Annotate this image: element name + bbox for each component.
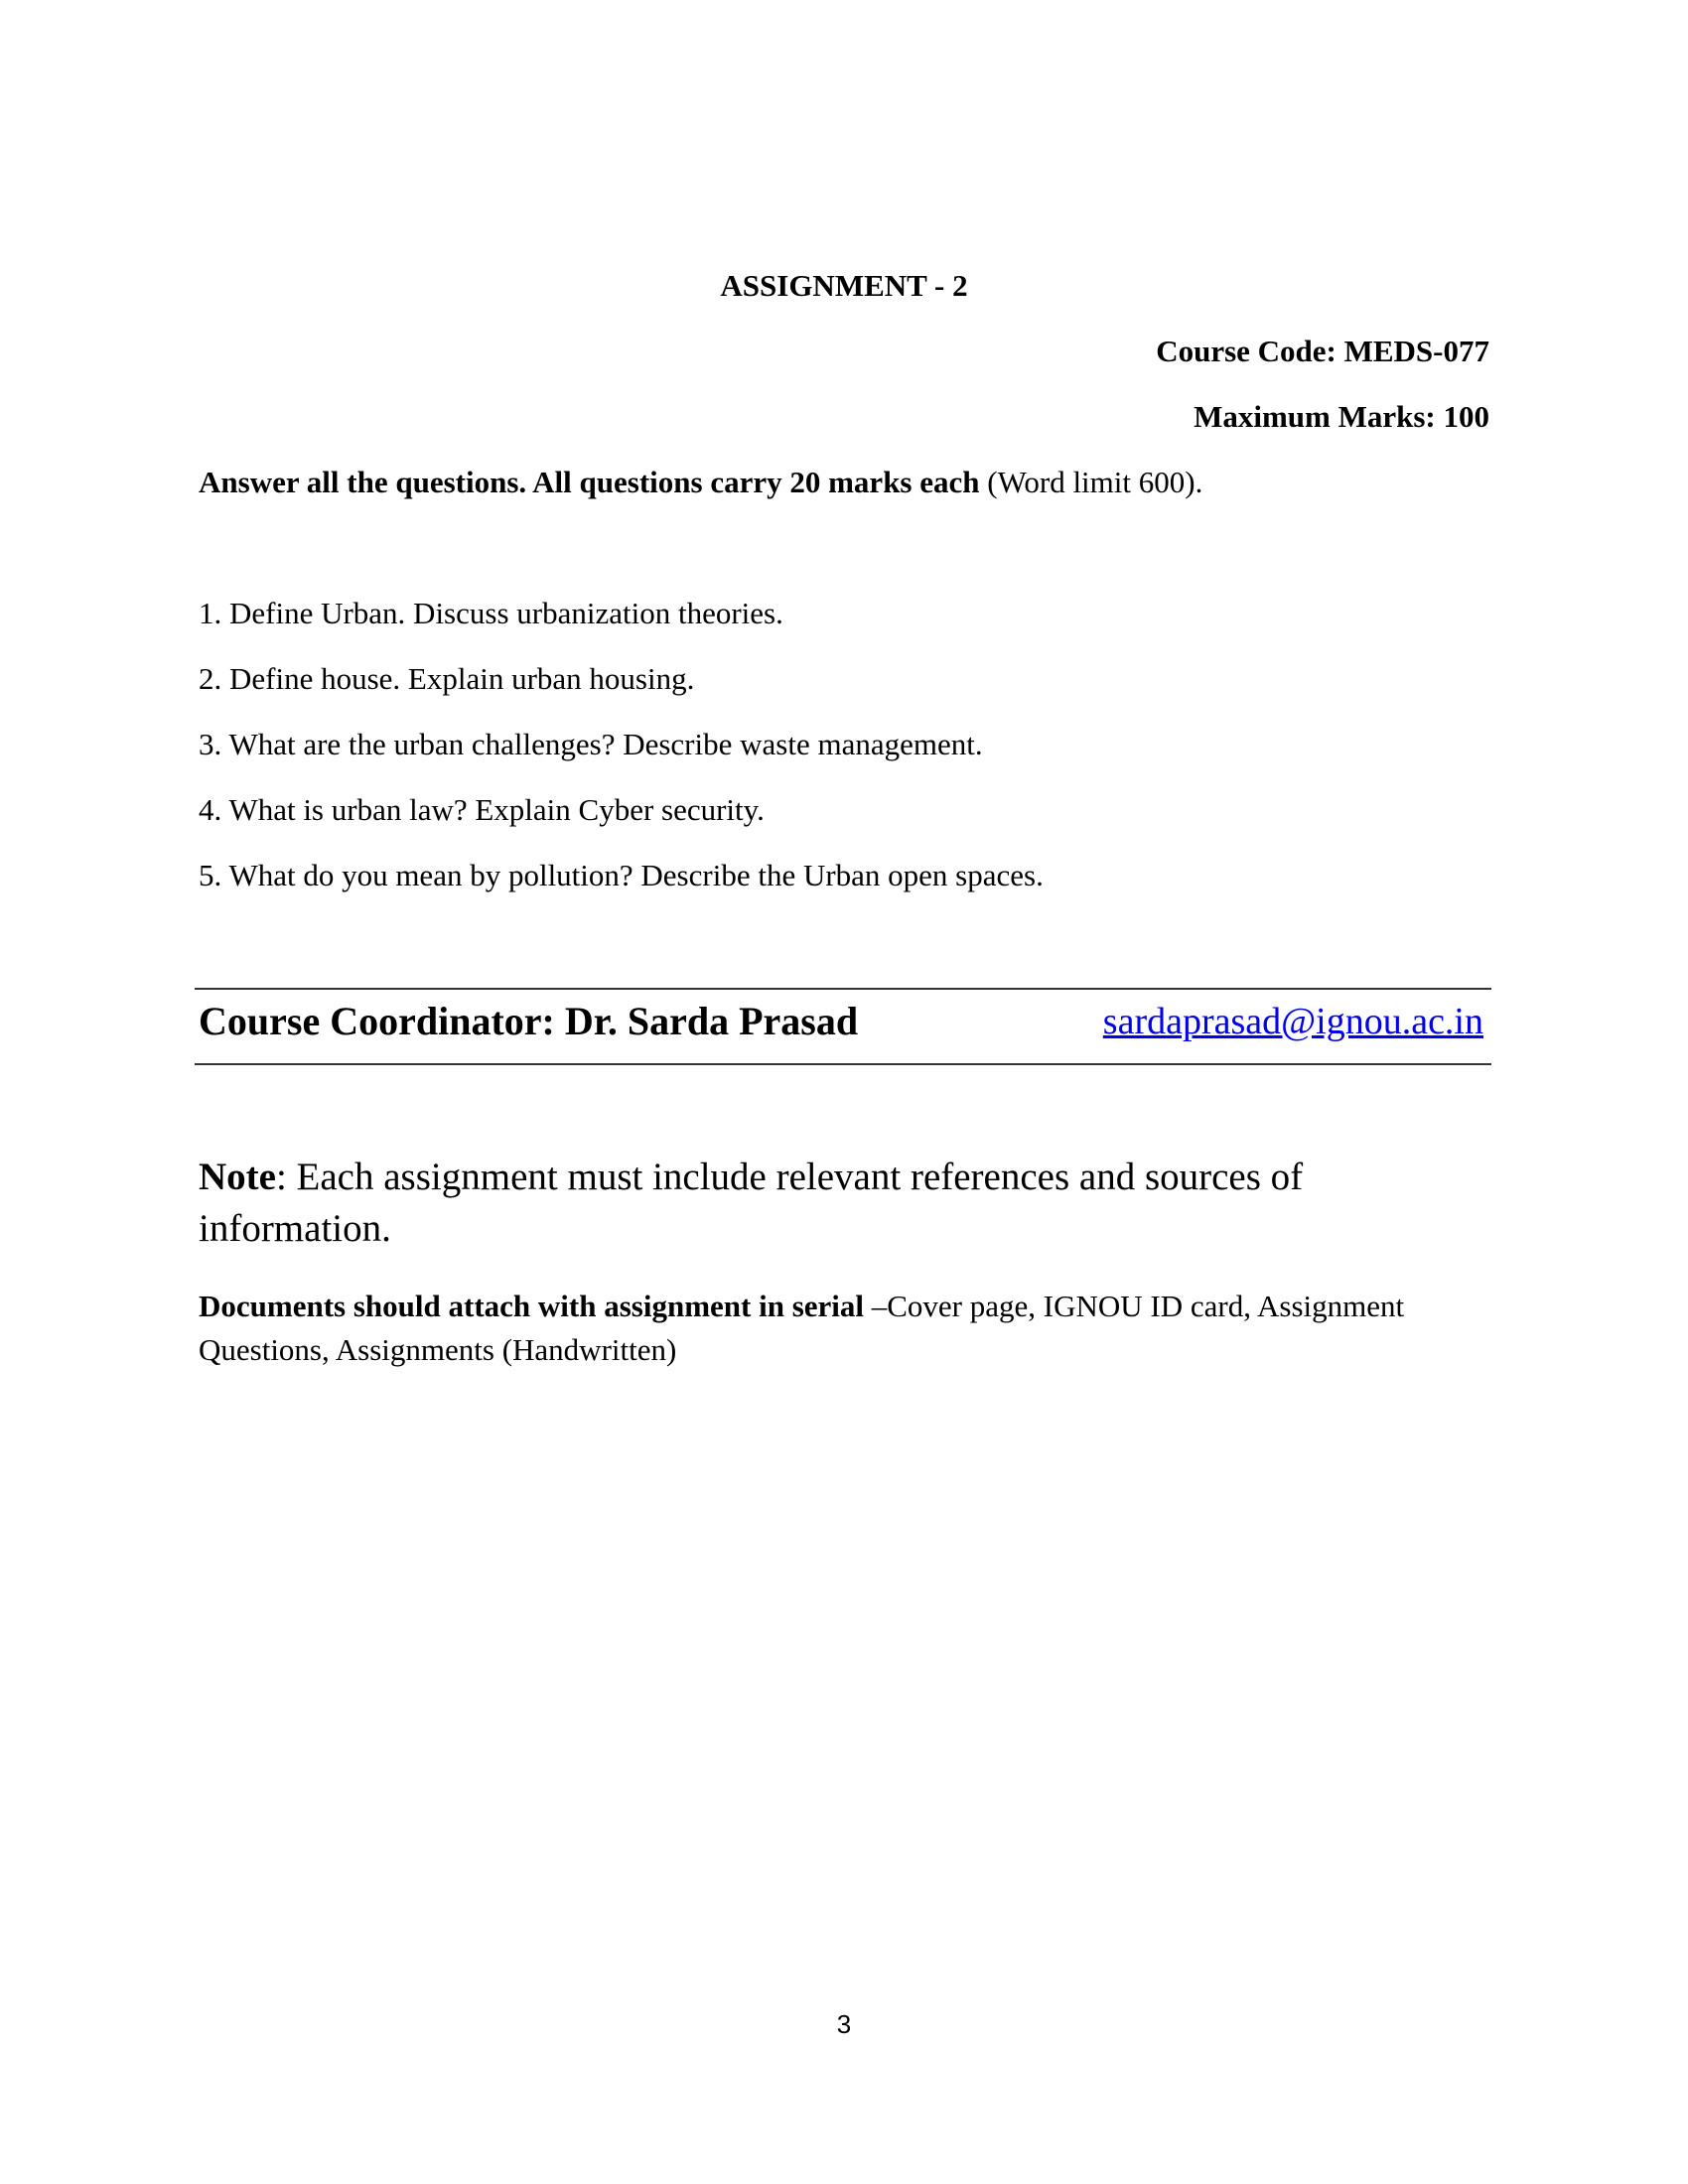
page-number: 3	[836, 2009, 852, 2039]
note-text: : Each assignment must include relevant references and sources of information.	[199, 1156, 1304, 1250]
coordinator-name: Course Coordinator: Dr. Sarda Prasad	[199, 999, 859, 1043]
documents-paragraph	[199, 1285, 1410, 1372]
maximum-marks: Maximum Marks: 100	[1194, 399, 1489, 434]
assignment-title: ASSIGNMENT - 2	[720, 268, 968, 303]
instruction-bold: Answer all the questions. All questions carry 20 marks each	[199, 465, 980, 499]
instruction-line	[199, 463, 1202, 502]
documents-list: –Cover page, IGNOU ID card, Assignment Questions, Assignments (Handwritten)	[199, 1289, 1405, 1367]
note-paragraph	[199, 1152, 1410, 1255]
question-item: 1. Define Urban. Discuss urbanization theories.	[199, 596, 783, 630]
question-list	[199, 594, 1044, 921]
question-item: 4. What is urban law? Explain Cyber security.	[199, 792, 765, 827]
question-item: 2. Define house. Explain urban housing.	[199, 661, 695, 696]
question-item: 5. What do you mean by pollution? Describe the Urban open spaces.	[199, 858, 1044, 892]
instruction-word-limit: (Word limit 600).	[979, 465, 1203, 499]
coordinator-email-link[interactable]: sardaprasad@ignou.ac.in	[1102, 1001, 1483, 1042]
note-label: Note	[199, 1156, 276, 1198]
course-code: Course Code: MEDS-077	[1156, 334, 1489, 368]
question-item: 3. What are the urban challenges? Describe waste management.	[199, 727, 983, 761]
documents-bold: Documents should attach with assignment in serial	[199, 1289, 864, 1323]
coordinator-box	[195, 988, 1491, 1065]
